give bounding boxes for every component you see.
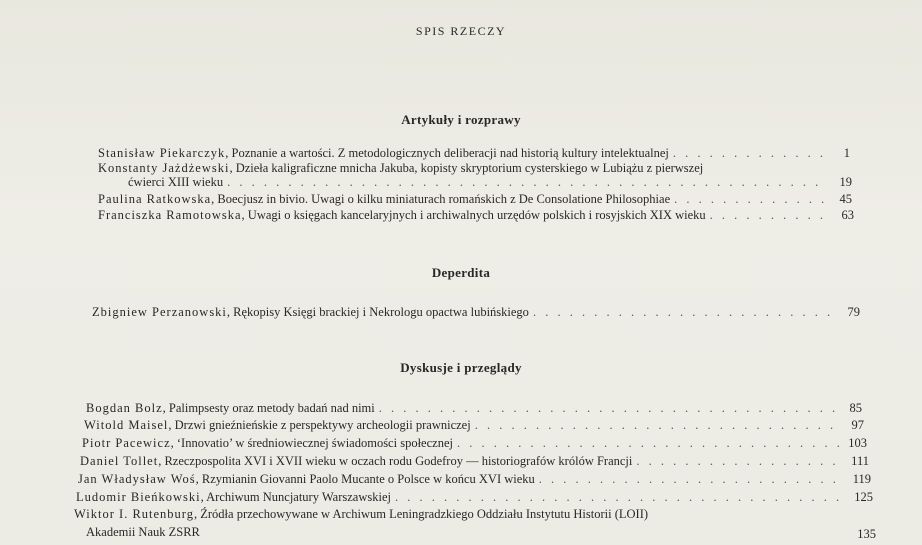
entry-author: Witold Maisel bbox=[84, 418, 169, 432]
entry-title: , Boecjusz in bivio. Uwagi o kilku miniaturach romańskich z De Consolatione Philosophiae bbox=[211, 192, 671, 206]
entry-author: Piotr Pacewicz bbox=[82, 436, 171, 450]
entry-page: 79 bbox=[847, 305, 860, 319]
entry-page: 125 bbox=[854, 490, 873, 504]
dot-leader bbox=[539, 472, 845, 487]
entry-author: Konstanty Jażdżewski bbox=[98, 161, 230, 175]
entry-title: , Rzymianin Giovanni Paolo Mucante o Polsce w końcu XVI wieku bbox=[195, 472, 535, 486]
dot-leader bbox=[379, 401, 836, 416]
section-heading-articles: Artykuły i rozprawy bbox=[401, 112, 521, 127]
toc-entry bbox=[98, 161, 850, 176]
dot-leader bbox=[710, 208, 828, 223]
dot-leader bbox=[227, 175, 826, 190]
toc-entry-continued bbox=[128, 175, 852, 190]
entry-page: 119 bbox=[852, 472, 871, 486]
entry-title: , ‘Innovatio’ w średniowiecznej świadomości społecznej bbox=[170, 436, 453, 450]
toc-entry bbox=[92, 305, 860, 320]
entry-page: 63 bbox=[841, 208, 854, 222]
entry-author: Stanisław Piekarczyk bbox=[98, 146, 226, 160]
page-title: SPIS RZECZY bbox=[415, 24, 507, 38]
toc-entry bbox=[84, 418, 864, 433]
entry-page: 103 bbox=[848, 436, 867, 450]
entry-author: Bogdan Bolz bbox=[86, 401, 163, 415]
entry-title-continued: ćwierci XIII wieku bbox=[128, 175, 224, 189]
entry-page: 1 bbox=[843, 146, 850, 160]
entry-page: 19 bbox=[839, 175, 852, 189]
entry-author: Zbigniew Perzanowski bbox=[92, 305, 227, 319]
dot-leader bbox=[674, 192, 826, 207]
entry-page: 135 bbox=[857, 527, 876, 541]
entry-author: Paulina Ratkowska bbox=[98, 192, 212, 206]
entry-title: , Rękopisy Księgi brackiej i Nekrologu opactwa lubińskiego bbox=[226, 305, 529, 319]
entry-page: 111 bbox=[851, 454, 869, 468]
entry-title-continued: Akademii Nauk ZSRR bbox=[86, 525, 200, 539]
entry-author: Ludomir Bieńkowski bbox=[76, 490, 201, 504]
entry-page: 85 bbox=[849, 401, 862, 415]
toc-entry bbox=[80, 454, 869, 469]
entry-author: Jan Władysław Woś bbox=[78, 472, 196, 486]
dot-leader bbox=[475, 418, 838, 433]
toc-entry bbox=[78, 472, 871, 487]
entry-title: , Dzieła kaligraficzne mnicha Jakuba, kopisty skryptorium cysterskiego w Lubiążu z pierwszej bbox=[229, 161, 704, 175]
dot-leader bbox=[533, 305, 834, 320]
entry-title: , Uwagi o księgach kancelaryjnych i archiwalnych urzędów polskich i rosyjskich XIX wieku bbox=[241, 208, 706, 222]
entry-author: Wiktor I. Rutenburg bbox=[74, 507, 194, 521]
entry-title: , Palimpsesty oraz metody badań nad nimi bbox=[162, 401, 375, 415]
dot-leader bbox=[395, 490, 847, 505]
toc-entry bbox=[86, 401, 862, 416]
entry-title: , Źródła przechowywane w Archiwum Leningradzkiego Oddziału Instytutu Historii (LOII) bbox=[194, 507, 649, 521]
entry-title: , Rzeczpospolita XVI i XVII wieku w oczach rodu Godefroy — historiografów królów Francji bbox=[158, 454, 633, 468]
toc-entry bbox=[98, 192, 852, 207]
entry-page: 97 bbox=[851, 418, 864, 432]
toc-entry bbox=[76, 490, 873, 505]
dot-leader bbox=[457, 436, 841, 451]
entry-author: Franciszka Ramotowska bbox=[98, 208, 242, 222]
dot-leader bbox=[673, 146, 824, 161]
section-heading-deperdita: Deperdita bbox=[431, 265, 491, 280]
dot-leader bbox=[636, 454, 843, 469]
toc-entry bbox=[98, 146, 850, 161]
toc-entry bbox=[74, 507, 854, 522]
toc-entry bbox=[98, 208, 854, 223]
entry-title: , Drzwi gnieźnieńskie z perspektywy archeologii prawniczej bbox=[168, 418, 471, 432]
section-heading-discussions: Dyskusje i przeglądy bbox=[400, 360, 522, 375]
toc-entry bbox=[82, 436, 867, 451]
entry-author: Daniel Tollet bbox=[80, 454, 159, 468]
entry-page: 45 bbox=[839, 192, 852, 206]
entry-title: , Archiwum Nuncjatury Warszawskiej bbox=[200, 490, 391, 504]
entry-title: , Poznanie a wartości. Z metodologicznych deliberacji nad historią kultury intelektualnej bbox=[225, 146, 669, 160]
